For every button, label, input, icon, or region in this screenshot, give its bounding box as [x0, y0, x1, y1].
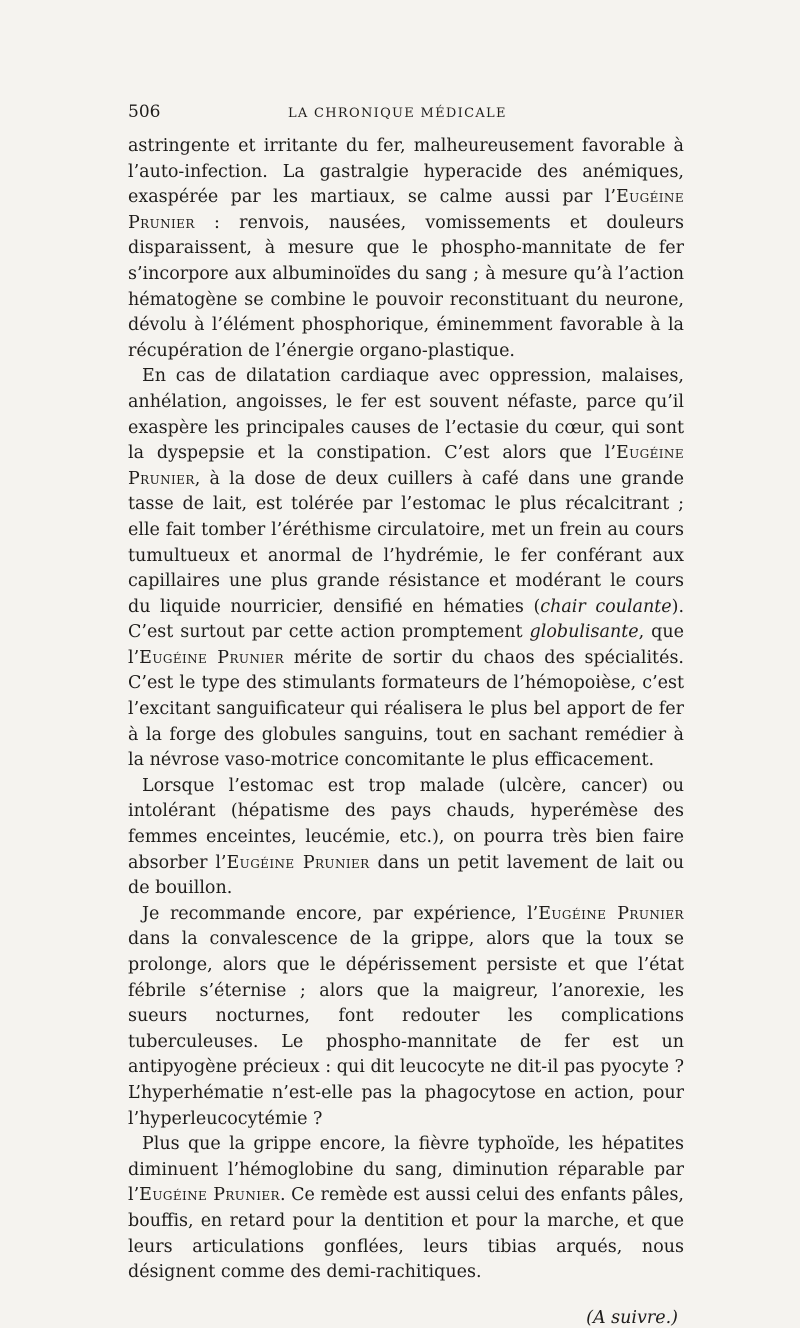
text-run: , à la dose de deux cuillers à café dans une grande tasse de lait, est tolérée par l’estomac le plus récalcitrant ; elle fait tomber l’éréthisme circulatoire, met un frein au cours tumultueux et anormal de l’hydrémie, le fer conférant aux capillaires une plus grande résistance et modérant le cours du liquide nourricier, densifié en hématies (	[128, 468, 684, 617]
product-name: Eugéine Prunier	[128, 443, 684, 489]
to-be-continued: (A suivre.)	[586, 1307, 678, 1328]
paragraph-4	[128, 902, 684, 1132]
product-name: Eugéine Prunier	[128, 187, 684, 233]
italic-term: globulisante	[529, 622, 639, 643]
product-name: Eugéine Prunier	[139, 647, 285, 668]
paragraph-3	[128, 774, 684, 902]
text-run: Lorsque l’estomac est trop malade (ulcère, cancer) ou intolérant (hépatisme des pays chauds, hyperémèse des femmes enceintes, leucémie, etc.), on pourra très bien faire absorber l’	[128, 775, 684, 873]
text-run: . Ce remède est aussi celui des enfants pâles, bouffis, en retard pour la dentition et pour la marche, et que leurs articulations gonflées, leurs tibias arqués, nous désignent comme des demi-rachitiques.	[128, 1185, 684, 1283]
text-run: : renvois, nausées, vomissements et douleurs disparaissent, à mesure que le phospho-mannitate de fer s’incorpore aux albuminoïdes du sang ; à mesure qu’à l’action hématogène se combine le pouvoir reconstituant du neurone, dévolu à l’élément phosphorique, éminemment favorable à la récupération de l’énergie organo-plastique.	[128, 212, 684, 361]
product-name: Eugéine Prunier	[139, 1185, 280, 1206]
text-run: En cas de dilatation cardiaque avec oppression, malaises, anhélation, angoisses, le fer est souvent néfaste, parce qu’il exaspère les principales causes de l’ectasie du cœur, qui sont la dyspepsie et la constipation. C’est alors que l’	[128, 366, 684, 464]
paragraph-2	[128, 364, 684, 774]
page-number: 506	[128, 102, 161, 122]
text-run: dans la convalescence de la grippe, alors que la toux se prolonge, alors que le dépérissement persiste et que l’état fébrile s’éternise ; alors que la maigreur, l’anorexie, les sueurs nocturnes, font redouter les complications tuberculeuses. Le phospho-mannitate de fer est un antipyogène précieux : qui dit leucocyte ne dit-il pas pyocyte ? L’hyperhématie n’est-elle pas la phagocytose en action, pour l’hyperleucocytémie ?	[128, 929, 684, 1129]
text-run: dans un petit lavement de lait ou de bouillon.	[128, 852, 684, 899]
product-name: Eugéine Prunier	[226, 852, 370, 873]
italic-term: chair coulante	[540, 596, 672, 617]
text-column	[128, 102, 684, 1328]
text-run: Plus que la grippe encore, la fièvre typhoïde, les hépatites diminuent l’hémoglobine du sang, diminution réparable par l’	[128, 1134, 684, 1206]
paragraph-1	[128, 134, 684, 364]
text-run: Je recommande encore, par expérience, l’	[142, 903, 539, 924]
product-name: Eugéine Prunier	[538, 903, 684, 924]
text-run: astringente et irritante du fer, malheureusement favorable à l’auto-infection. La gastralgie hyperacide des anémiques, exaspérée par les martiaux, se calme aussi par l’	[128, 136, 684, 208]
text-run: mérite de sortir du chaos des spécialités. C’est le type des stimulants formateurs de l’hémopoièse, c’est l’excitant sanguificateur qui réalisera le plus bel apport de fer à la forge des globules sanguins, tout en sachant remédier à la névrose vaso-motrice concomitante le plus efficacement.	[128, 647, 684, 771]
page-header	[128, 102, 684, 128]
text-run: , que l’	[128, 622, 684, 668]
paragraph-5	[128, 1132, 684, 1286]
text-run: ). C’est surtout par cette action promptement	[128, 596, 685, 643]
running-title: LA CHRONIQUE MÉDICALE	[288, 106, 507, 121]
